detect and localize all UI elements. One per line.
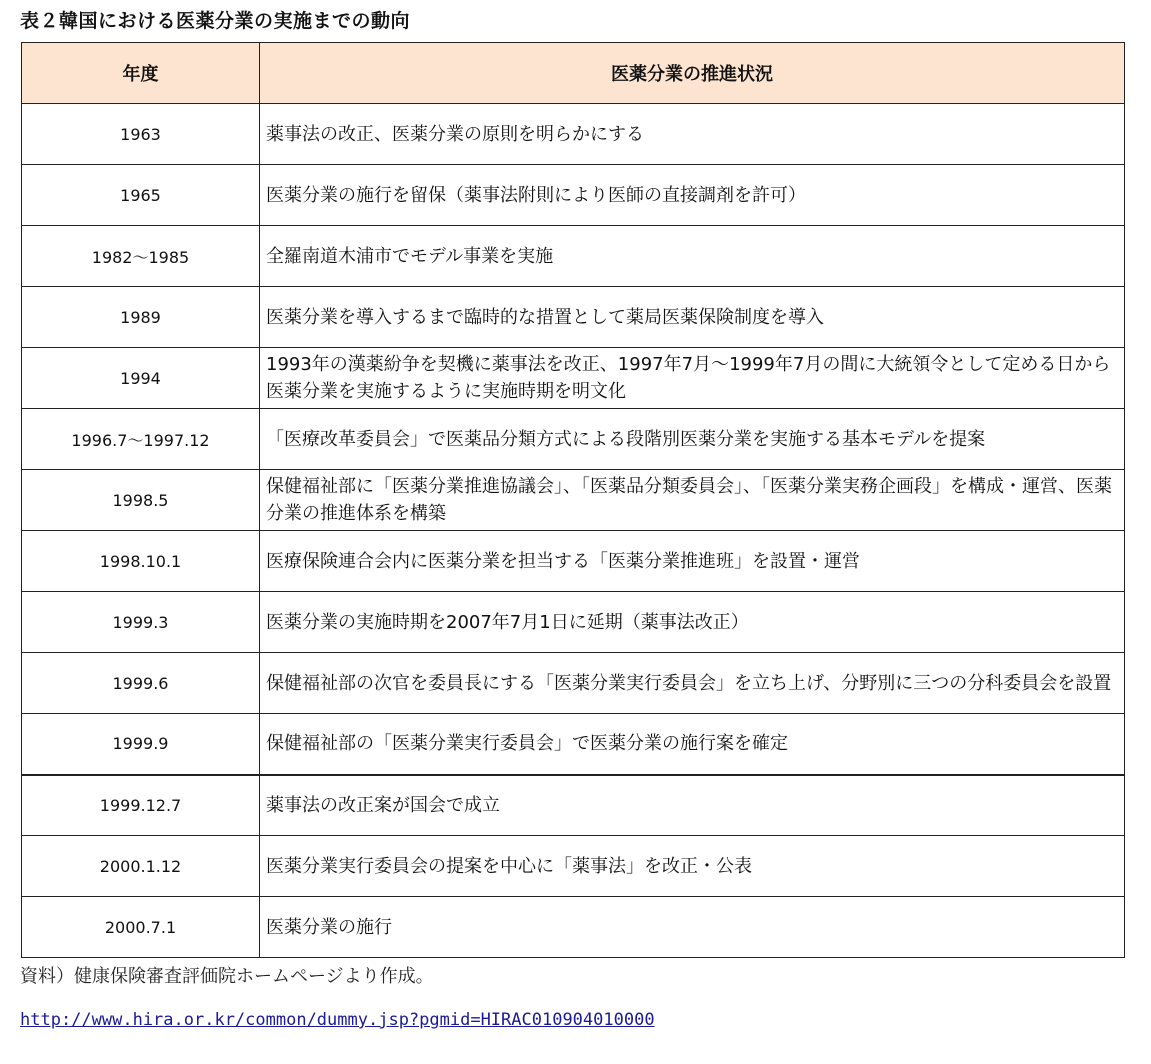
table-row	[22, 897, 1125, 958]
table-row	[22, 653, 1125, 714]
year-cell: 1998.10.1	[22, 531, 260, 592]
table-row	[22, 836, 1125, 897]
table-row	[22, 348, 1125, 409]
status-column-header: 医薬分業の推進状況	[260, 43, 1125, 104]
year-cell: 1999.6	[22, 653, 260, 714]
status-cell: 医薬分業の施行	[260, 897, 1125, 958]
year-cell: 1998.5	[22, 470, 260, 531]
table-row	[22, 531, 1125, 592]
status-cell: 医療保険連合会内に医薬分業を担当する「医薬分業推進班」を設置・運営	[260, 531, 1125, 592]
table-row	[22, 409, 1125, 470]
status-cell: 医薬分業の実施時期を2007年7月1日に延期（薬事法改正）	[260, 592, 1125, 653]
table-row	[22, 592, 1125, 653]
year-cell: 2000.1.12	[22, 836, 260, 897]
year-cell: 1965	[22, 165, 260, 226]
year-cell: 2000.7.1	[22, 897, 260, 958]
year-cell: 1999.12.7	[22, 775, 260, 836]
status-cell: 保健福祉部の次官を委員長にする「医薬分業実行委員会」を立ち上げ、分野別に三つの分科委員会を設置	[260, 653, 1125, 714]
status-cell: 1993年の漢薬紛争を契機に薬事法を改正、1997年7月～1999年7月の間に大統領令として定める日から医薬分業を実施するように実施時期を明文化	[260, 348, 1125, 409]
table-header-row	[22, 43, 1125, 104]
status-cell: 全羅南道木浦市でモデル事業を実施	[260, 226, 1125, 287]
source-link[interactable]: http://www.hira.or.kr/common/dummy.jsp?pgmid=HIRAC010904010000	[20, 1010, 655, 1030]
table-row	[22, 104, 1125, 165]
year-cell: 1989	[22, 287, 260, 348]
table-row	[22, 470, 1125, 531]
year-column-header: 年度	[22, 43, 260, 104]
year-cell: 1999.9	[22, 714, 260, 775]
table-row	[22, 775, 1125, 836]
table-row	[22, 714, 1125, 775]
year-cell: 1994	[22, 348, 260, 409]
year-cell: 1999.3	[22, 592, 260, 653]
status-cell: 保健福祉部の「医薬分業実行委員会」で医薬分業の施行案を確定	[260, 714, 1125, 775]
status-cell: 保健福祉部に「医薬分業推進協議会」、「医薬品分類委員会」、「医薬分業実務企画段」を構成・運営、医薬分業の推進体系を構築	[260, 470, 1125, 531]
status-cell: 医薬分業を導入するまで臨時的な措置として薬局医薬保険制度を導入	[260, 287, 1125, 348]
policy-timeline-table	[21, 42, 1125, 958]
source-note: 資料）健康保険審査評価院ホームページより作成。	[20, 966, 434, 987]
table-row	[22, 165, 1125, 226]
year-cell: 1982～1985	[22, 226, 260, 287]
status-cell: 医薬分業の施行を留保（薬事法附則により医師の直接調剤を許可）	[260, 165, 1125, 226]
table-title: 表２韓国における医薬分業の実施までの動向	[20, 10, 411, 32]
status-cell: 「医療改革委員会」で医薬品分類方式による段階別医薬分業を実施する基本モデルを提案	[260, 409, 1125, 470]
year-cell: 1963	[22, 104, 260, 165]
table-row	[22, 226, 1125, 287]
status-cell: 医薬分業実行委員会の提案を中心に「薬事法」を改正・公表	[260, 836, 1125, 897]
status-cell: 薬事法の改正案が国会で成立	[260, 775, 1125, 836]
year-cell: 1996.7～1997.12	[22, 409, 260, 470]
table-row	[22, 287, 1125, 348]
status-cell: 薬事法の改正、医薬分業の原則を明らかにする	[260, 104, 1125, 165]
